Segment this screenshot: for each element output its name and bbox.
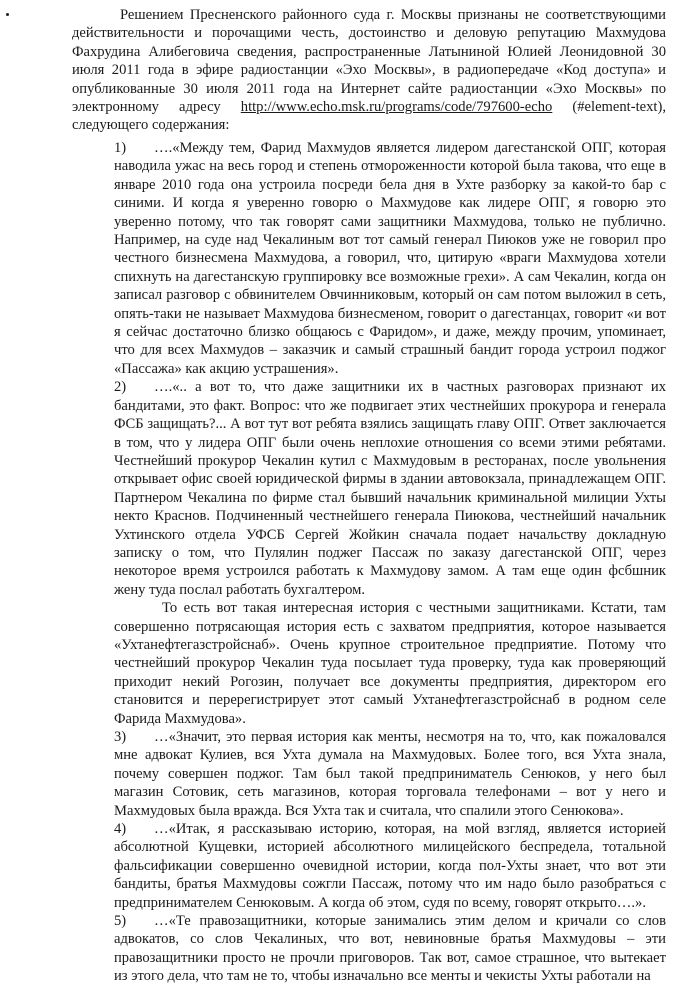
list-item [114, 728, 666, 820]
item-text: ….«Между тем, Фарид Махмудов является лидером дагестанской ОПГ, которая наводила ужас на весь город и степень отмороженности которой была такова, что еще в январе 2010 года она устроила посреди бела дня в Ухте разборку за какой-то бар с синими. И когда я уверенно говорю о Махмудове как лидере ОПГ, я говорю это уверенно потому, что так говорят сами защитники Махмудова, только не публично. Например, на суде над Чекалиным вот тот самый генерал Пиюков уже не говорил про честного бизнесмена Махмудова, а говорил, что, цитирую «враги Махмудова хотели спихнуть на дагестанскую группировку все возможные грехи». А сам Чекалин, когда он записал разговор с обвинителем Овчинниковым, который он сам потом выложил в сеть, опять-таки не называет Махмудова бизнесменом, говорит о дагестанцах, говорит «и вот я сейчас достаточно близко общаюсь с Фаридом», и даже, между прочим, упоминает, что для всех Махмудов – заказчик и самый страшный бандит города устроил поджог «Пассажа» как акцию устрашения». [114, 140, 666, 377]
item-number: 4) [114, 821, 127, 838]
item-number: 3) [114, 729, 127, 745]
item-text: …«Итак, я рассказываю историю, которая, на мой взгляд, является историей абсолютной Кущевки, историей абсолютного милицейского беспредела, тотальной фальсификации совершенно очевидной истории, когда пол-Ухты знает, что вот эти бандиты, братья Махмудовы сожгли Пассаж, потому что им надо было разобраться с предпринимателем Сенюковым. А когда об этом, судя по всему, говорят открыто….». [114, 821, 666, 911]
echo-link[interactable]: http://www.echo.msk.ru/programs/code/797600-echo [240, 99, 553, 116]
intro-text: Решением Пресненского районного суда г. Москвы признаны не соответствующими действительности и порочащими честь, достоинство и деловую репутацию Махмудова Фахрудина Алибеговича сведения, распространенные Латыниной Юлией Леонидовной 30 июля 2011 года в эфире радиостанции «Эхо Москвы», в радиопередаче «Код доступа» и опубликованные 30 июля 2011 года на Интернет сайте радиостанции «Эхо Москвы» по электронному адресу [72, 7, 666, 116]
item-text: ….«.. а вот то, что даже защитники их в частных разговорах признают их бандитами, это факт. Вопрос: что же подвигает этих честнейших прокурора и генерала ФСБ защищать?... А вот тут вот ребята взялись защищать главу ОПГ. Ответ заключается в том, что у лидера ОПГ были очень неплохие отношения со всеми этими ребятами. Честнейший прокурор Чекалин кутил с Махмудовым в ресторанах, после увольнения открывает офис своей юридической фирмы в здании автовокзала, принадлежащем ОПГ. Партнером Чекалина по фирме стал бывший начальник криминальной милиции Ухты некто Краснов. Подчиненный честнейшего генерала Пиюкова, честнейший начальник Ухтинского отдела УФСБ Сергей Жойкин сначала подает начальству докладную записку о том, что Пулялин поджег Пассаж по заказу дагестанской ОПГ, через некоторое время устроился работать к Махмудову замом. А там еще один фсбшник жену туда послал работать бухгалтером. [114, 379, 666, 598]
item-number: 5) [114, 913, 127, 930]
intro-paragraph [72, 6, 666, 135]
list-item [114, 820, 666, 912]
item-text: …«Значит, это первая история как менты, несмотря на то, что, как пожаловался мне адвокат Кулиев, вся Ухта думала на Махмудовых. Более того, вся Ухта знала, почему совершен поджог. Там был такой предприниматель Сенюков, у него был магазин Сотовик, сеть магазинов, которая торговала телефонами – вот у него и Махмудовых была вражда. Вся Ухта так и считала, что спалили этого Сенюкова». [114, 729, 666, 819]
item-text: …«Те правозащитники, которые занимались этим делом и кричали со слов адвокатов, со слов Чекалиных, что вот, невиновные братья Махмудовы – эти правозащитники просто не прочли приговоров. Так вот, самое страшное, что вытекает из этого дела, что там не то, чтобы изначально все менты и чекисты Ухты работали на [114, 913, 666, 985]
item-number: 1) [114, 140, 127, 156]
list-item [114, 139, 666, 378]
item-number: 2) [114, 379, 127, 396]
list-item [114, 912, 666, 986]
list-item [114, 378, 666, 599]
margin-dot [6, 13, 9, 16]
item-continuation: То есть вот такая интересная история с честными защитниками. Кстати, там совершенно потрясающая история есть с захватом предприятия, которое называется «Ухтанефтегазстройснаб». Очень крупное строительное предприятие. Потому что честнейший прокурор Чекалин туда посылает туда проверку, туда как проверяющий приходит некий Рогозин, получает все документы предприятия, директором его становится и перерегистрирует этот самый Ухтанефтегазстройснаб в родном селе Фарида Махмудова». [114, 600, 666, 727]
quoted-items-list [114, 139, 666, 986]
intro-text-end: (#element-text), следующего содержания: [72, 99, 666, 134]
